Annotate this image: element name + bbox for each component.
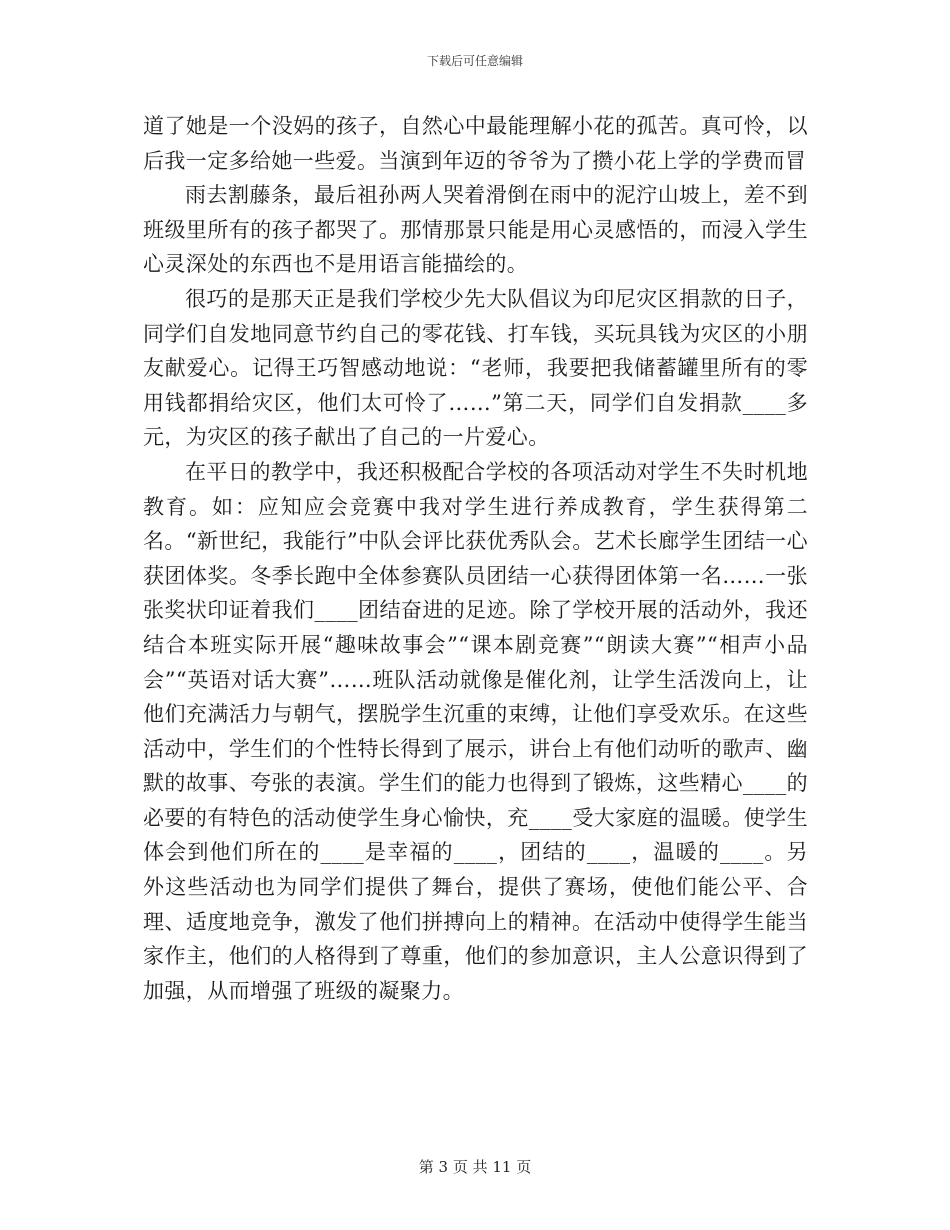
page-number: 第 3 页 共 11 页: [418, 1158, 532, 1176]
document-body: [143, 109, 808, 1008]
paragraph-4: 在平日的教学中，我还积极配合学校的各项活动对学生不失时机地教育。如：应知应会竞赛中我对学生进行养成教育，学生获得第二名。“新世纪，我能行”中队会评比获优秀队会。艺术长廊学生团结一心获团体奖。冬季长跑中全体参赛队员团结一心获得团体第一名……一张张奖状印证着我们____团结奋进的足迹。除了学校开展的活动外，我还结合本班实际开展“趣味故事会”“课本剧竞赛”“朗读大赛”“相声小品会”“英语对话大赛”……班队活动就像是催化剂，让学生活泼向上，让他们充满活力与朝气，摆脱学生沉重的束缚，让他们享受欢乐。在这些活动中，学生们的个性特长得到了展示，讲台上有他们动听的歌声、幽默的故事、夸张的表演。学生们的能力也得到了锻炼，这些精心____的必要的有特色的活动使学生身心愉快，充____受大家庭的温暖。使学生体会到他们所在的____是幸福的____，团结的____，温暖的____。另外这些活动也为同学们提供了舞台，提供了赛场，使他们能公平、合理、适度地竞争，激发了他们拼搏向上的精神。在活动中使得学生能当家作主，他们的人格得到了尊重，他们的参加意识，主人公意识得到了加强，从而增强了班级的凝聚力。: [143, 459, 808, 1003]
paragraph-2: 雨去割藤条，最后祖孙两人哭着滑倒在雨中的泥泞山坡上，差不到班级里所有的孩子都哭了。那情那景只能是用心灵感悟的，而浸入学生心灵深处的东西也不是用语言能描绘的。: [143, 183, 808, 277]
paragraph-3: 很巧的是那天正是我们学校少先大队倡议为印尼灾区捐款的日子，同学们自发地同意节约自己的零花钱、打车钱，买玩具钱为灾区的小朋友献爱心。记得王巧智感动地说：“老师，我要把我储蓄罐里所有的零用钱都捐给灾区，他们太可怜了……”第二天，同学们自发捐款____多元，为灾区的孩子献出了自己的一片爱心。: [143, 286, 808, 450]
page-header: 下载后可任意编辑: [426, 54, 523, 68]
paragraph-1: 道了她是一个没妈的孩子，自然心中最能理解小花的孤苦。真可怜，以后我一定多给她一些爱。当演到年迈的爷爷为了攒小花上学的学费而冒: [143, 114, 808, 173]
